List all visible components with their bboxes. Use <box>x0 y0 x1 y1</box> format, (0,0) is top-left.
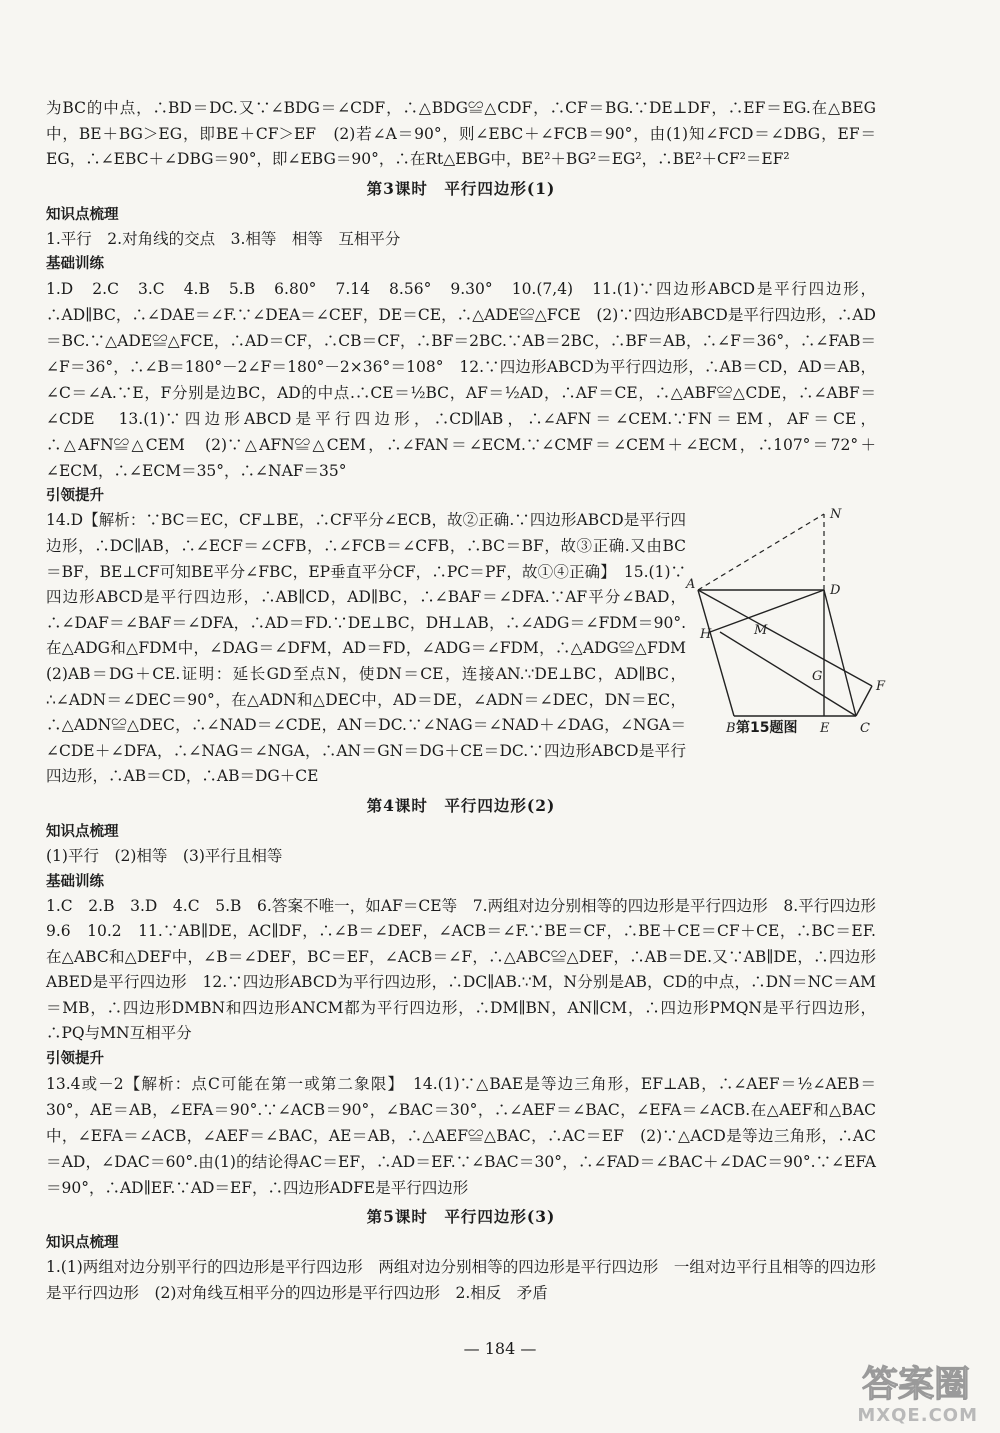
point-label-n: N <box>830 507 842 523</box>
subsection-heading: 知识点梳理 <box>46 1235 119 1252</box>
geometry-diagram <box>686 507 886 737</box>
segment-hc <box>720 632 856 716</box>
subsection-heading: 知识点梳理 <box>46 823 119 840</box>
section-title: 第4课时 平行四边形(2) <box>366 795 556 815</box>
answer-paragraph: (1)平行 (2)相等 (3)平行且相等 <box>46 846 283 865</box>
subsection-heading: 基础训练 <box>46 873 104 890</box>
subsection-heading: 知识点梳理 <box>46 206 119 223</box>
watermark-site: MXQE.COM <box>857 1405 978 1426</box>
answer-paragraph: 1.(1)两组对边分别平行的四边形是平行四边形 两组对边分别相等的四边形是平行四边形 一组对边平行且相等的四边形是平行四边形 (2)对角线互相平分的四边形是平行四边形 2.相反 矛盾 <box>46 1258 876 1302</box>
answer-paragraph <box>46 507 886 790</box>
point-label-c: C <box>860 721 870 737</box>
point-label-d: D <box>830 583 841 599</box>
section-title: 第3课时 平行四边形(1) <box>366 178 556 198</box>
watermark <box>798 1356 978 1428</box>
page-number: — 184 — <box>463 1339 537 1358</box>
segment-cf <box>856 686 872 716</box>
subsection-heading: 引领提升 <box>46 1051 104 1068</box>
answer-paragraph: 为BC的中点，∴BD＝DC.又∵∠BDG＝∠CDF，∴△BDG≌△CDF，∴CF＝BG.∵DE⊥DF，∴EF＝EG.在△BEG中，BE＋BG＞EG，即BE＋CF＞EF (2)若∠A＝90°，则∠EBC＋∠FCB＝90°，由(1)知∠FCD＝∠DBG，EF＝EG，∴∠EBC＋∠DBG＝90°，即∠EBG＝90°，∴在Rt△EBG中，BE²＋BG²＝EG²，∴BE²＋CF²＝EF² <box>46 99 876 169</box>
segment-cd <box>824 590 856 716</box>
subsection-heading: 引领提升 <box>46 488 104 505</box>
answer-paragraph: 1.D 2.C 3.C 4.B 5.B 6.80° 7.14 8.56° 9.30° 10.(7,4) 11.(1)∵四边形ABCD是平行四边形，∴AD∥BC，∴∠DAE＝∠F.∵∠DEA＝∠CEF，DE＝CE，∴△ADE≌△FCE (2)∵四边形ABCD是平行四边形，∴AD＝BC.∵△ADE≌△FCE，∴AD＝CF，∴CB＝CF，∴BF＝2BC.∵AB＝2BC，∴BF＝AB，∴∠F＝36°，∴∠FAB＝∠F＝36°，∴∠B＝180°－2∠F＝180°－2×36°＝108° 12.∵四边形ABCD为平行四边形，∴AB＝CD，AD＝AB，∠C＝∠A.∵E，F分别是边BC，AD的中点.∴CE＝½BC，AF＝½AD，∴AF＝CE，∴△ABF≌△CDE，∴∠ABF＝∠CDE 13.(1)∵四边形ABCD是平行四边形，∴CD∥AB，∴∠AFN＝∠CEM.∵FN＝EM，AF＝CE，∴△AFN≌△CEM (2)∵△AFN≌△CEM，∴∠FAN＝∠ECM.∵∠CMF＝∠CEM＋∠ECM，∴107°＝72°＋∠ECM，∴∠ECM＝35°，∴∠NAF＝35° <box>46 280 876 481</box>
segment-ab <box>698 590 734 716</box>
watermark-logo: 答案圈 <box>861 1364 970 1405</box>
answer-paragraph: 1.C 2.B 3.D 4.C 5.B 6.答案不唯一，如AF＝CE等 7.两组对边分别相等的四边形是平行四边形 8.平行四边形 9.6 10.2 11.∵AB∥DE，AC∥DF，∴∠B＝∠DEF，∠ACB＝∠F.∵BE＝CF，∴BE＋CE＝CF＋CE，∴BC＝EF.在△ABC和△DEF中，∠B＝∠DEF，BC＝EF，∠ACB＝∠F，∴△ABC≌△DEF，∴AB＝DE.又∵AB∥DE，∴四边形ABED是平行四边形 12.∵四边形ABCD为平行四边形，∴DC∥AB.∵M，N分别是AB，CD的中点，∴DN＝NC＝AM＝MB，∴四边形DMBN和四边形ANCM都为平行四边形，∴DM∥BN，AN∥CM，∴四边形PMQN是平行四边形，∴PQ与MN互相平分 <box>46 896 892 1043</box>
point-label-a: A <box>686 577 696 593</box>
point-label-e: E <box>820 721 830 737</box>
figure-caption: 第15题图 <box>736 720 798 737</box>
point-label-h: H <box>700 627 712 643</box>
subsection-heading: 基础训练 <box>46 256 104 273</box>
section-title: 第5课时 平行四边形(3) <box>366 1207 556 1227</box>
segment-an <box>698 514 824 590</box>
point-label-f: F <box>876 679 886 695</box>
figure-15 <box>686 507 886 740</box>
page-content <box>46 96 892 1306</box>
point-label-m: M <box>754 623 768 639</box>
answer-text: 14.D【解析：∵BC＝EC，CF⊥BE，∴CF平分∠ECB，故②正确.∵四边形ABCD是平行四边形，∴DC∥AB，∴∠ECF＝∠CFB，∴∠FCB＝∠CFB，∴BC＝BF，故③正确.又由BC＝BF，BE⊥CF可知BE平分∠FBC，EP垂直平分CF，∴PC＝PF，故①④正确】 15.(1)∵四边形ABCD是平行四边形，∴AB∥CD，AD∥BC，∴∠BAF＝∠DFA.∵AF平分∠BAD，∴∠DAF＝∠BAF＝∠DFA，∴AD＝FD.∵DE⊥BC，DH⊥AB，∴∠ADG＝∠FDM＝90°.在△ADG和△FDM中，∠DAG＝∠DFM，AD＝FD，∠ADG＝∠FDM，∴△ADG≌△FDM (2)AB＝DG＋CE.证明：延长GD至点N，使DN＝CE，连接AN.∵DE⊥BC，AD∥BC，∴∠ADN＝∠DEC＝90°，在△ADN和△DEC中，AD＝DE，∠ADN＝∠DEC，DN＝EC，∴△ADN≌△DEC，∴∠NAD＝∠CDE，AN＝DC.∵∠NAG＝∠NAD＋∠DAG，∠NGA＝∠CDE＋∠DFA，∴∠NAG＝∠NGA，∴AN＝GN＝DG＋CE＝DC.∵四边形ABCD是平行四边形，∴AB＝CD，∴AB＝DG＋CE <box>46 511 702 786</box>
point-label-b: B <box>726 721 736 737</box>
answer-paragraph: 13.4或－2【解析：点C可能在第一或第二象限】 14.(1)∵△BAE是等边三角形，EF⊥AB，∴∠AEF＝½∠AEB＝30°，AE＝AB，∠EFA＝90°.∵∠ACB＝90°，∠BAC＝30°，∴∠AEF＝∠BAC，∠EFA＝∠ACB.在△AEF和△BAC中，∠EFA＝∠ACB，∠AEF＝∠BAC，AE＝AB，∴△AEF≌△BAC，∴AC＝EF (2)∵△ACD是等边三角形，∴AC＝AD，∠DAC＝60°.由(1)的结论得AC＝EF，∴AD＝EF.∵∠BAC＝30°，∴∠FAD＝∠BAC＋∠DAC＝90°.∵∠EFA＝90°，∴AD∥EF.∵AD＝EF，∴四边形ADFE是平行四边形 <box>46 1075 876 1198</box>
point-label-g: G <box>812 669 823 685</box>
answer-paragraph: 1.平行 2.对角线的交点 3.相等 相等 互相平分 <box>46 229 401 248</box>
